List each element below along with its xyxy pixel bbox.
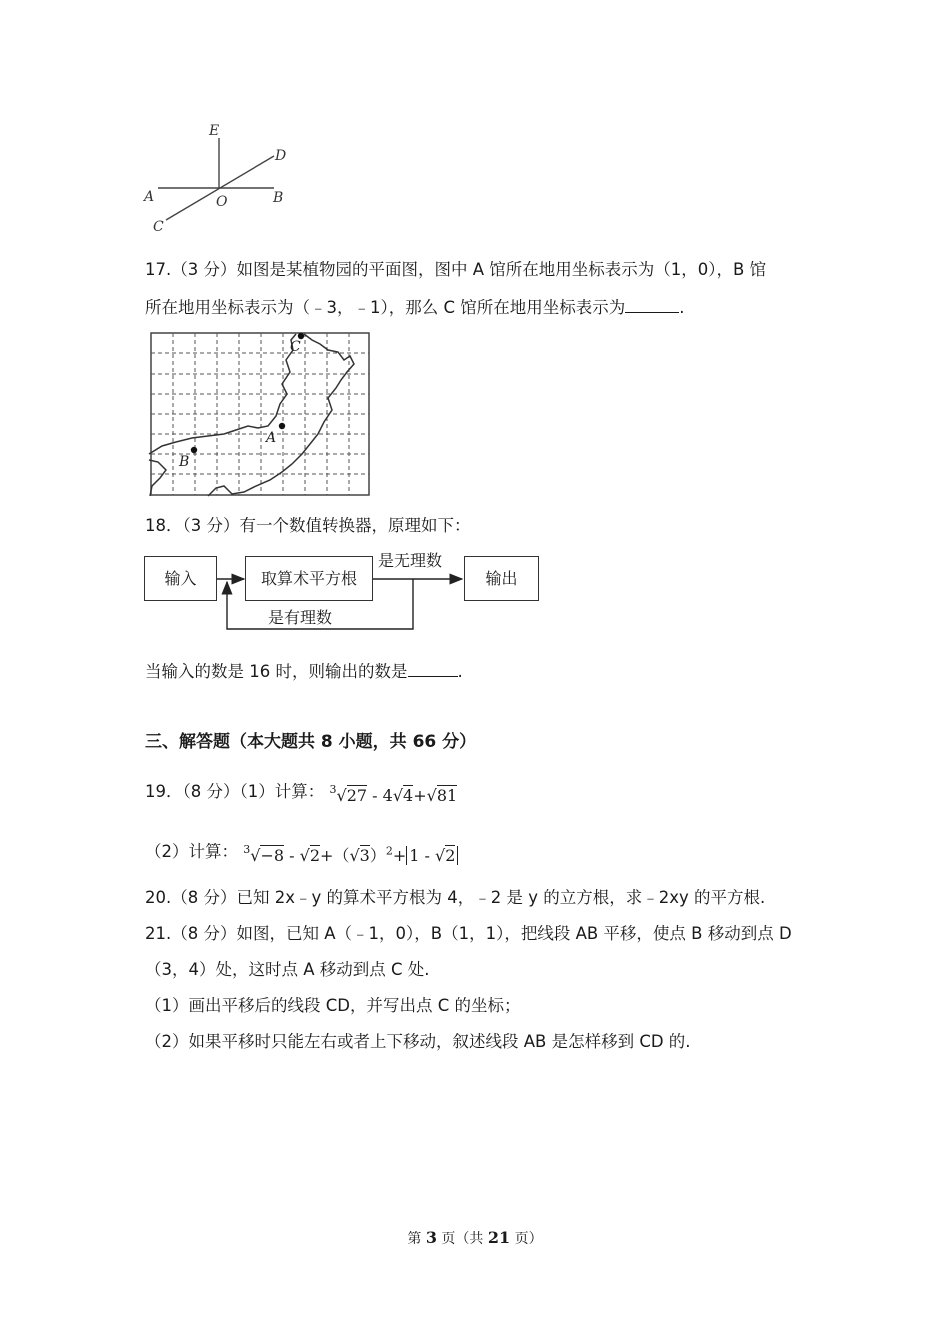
absolute-value [406,846,458,865]
q19-part2 [145,838,458,868]
q21-line2: （3，4）处，这时点 A 移动到点 C 处. [145,960,430,979]
map-label-b: B [179,454,190,470]
map-boundary [149,334,354,496]
radical-sign-icon: √ [250,846,261,865]
q19-part2-expression [243,838,458,868]
footer-post: 页） [510,1231,543,1247]
q17-line2-text: 所在地用坐标表示为（﹣3，﹣1），那么 C 馆所在地用坐标表示为 [145,298,626,317]
label-e: E [209,123,220,139]
radicand-3: 3 [359,846,370,865]
q19-part1-prefix: 19．（8 分）（1）计算： [145,782,325,801]
q19-part2-prefix: （2）计算： [145,842,238,861]
radicand-4: 4 [403,786,414,805]
rational-label: 是有理数 [268,608,333,627]
input-box [144,556,217,601]
minus-four: - 4 [367,786,393,805]
section-heading: 三、解答题（本大题共 8 小题，共 66 分） [145,732,477,752]
label-b: B [273,190,284,206]
q18-line1: 18．（3 分）有一个数值转换器，原理如下： [145,516,471,535]
label-a: A [144,189,155,205]
botanical-garden-map [144,330,372,498]
q21-line4: （2）如果平移时只能左右或者上下移动，叙述线段 AB 是怎样移到 CD 的. [145,1032,691,1051]
minus-sign: - [284,846,300,865]
input-box-label: 输入 [164,568,197,588]
plus-sign: + [413,786,427,805]
map-grid [151,333,369,495]
q21-line3: （1）画出平移后的线段 CD，并写出点 C 的坐标； [145,996,521,1015]
radical-sign-icon: √ [392,786,404,805]
radical-sign-icon: √ [349,846,360,865]
abs-prefix: 1 - [409,846,436,865]
footer-mid: 页（共 [436,1231,488,1247]
cube-root-index: 3 [243,843,251,856]
answer-blank [625,312,679,313]
process-box-label: 取算术平方根 [260,568,357,588]
q19-part1 [145,778,457,808]
radical-sign-icon: √ [426,786,437,805]
map-label-c: C [290,339,301,355]
q18-question [145,660,463,684]
process-box [245,556,373,601]
radicand-81: 81 [436,786,458,805]
flowchart [144,548,544,632]
angle-figure [140,118,300,238]
radical-sign-icon: √ [435,846,446,865]
footer-total-pages: 21 [487,1228,511,1247]
exponent-2: 2 [385,844,393,858]
cube-root-index: 3 [329,783,337,796]
answer-blank [408,676,458,677]
label-d: D [275,148,287,164]
radicand-2b: 2 [445,846,456,865]
radicand-27: 27 [346,786,368,805]
label-c: C [153,219,164,235]
radicand-neg8: −8 [260,846,285,865]
q19-part1-expression [330,778,458,808]
q17-period: . [679,298,685,317]
footer-pre: 第 [407,1231,426,1247]
radicand-2: 2 [309,846,321,865]
output-box-label: 输出 [485,568,518,588]
page-footer [0,1228,950,1248]
footer-page-number: 3 [425,1228,437,1247]
q18-question-text: 当输入的数是 16 时，则输出的数是 [145,662,408,681]
q20-text: 20.（8 分）已知 2x﹣y 的算术平方根为 4，﹣2 是 y 的立方根，求﹣2xy 的平方根. [145,888,766,907]
radical-sign-icon: √ [299,846,310,865]
q21-line1: 21.（8 分）如图，已知 A（﹣1，0），B（1，1），把线段 AB 平移，使点 B 移动到点 D [145,924,792,943]
close-paren: ） [369,846,386,865]
q17-line1: 17.（3 分）如图是某植物园的平面图，图中 A 馆所在地用坐标表示为（1，0），B 馆 [145,260,767,279]
output-box [464,556,539,601]
map-label-a: A [266,430,277,446]
plus-sign: + [392,846,407,865]
q18-period: . [457,662,463,681]
q17-line2 [145,296,685,320]
point-b [191,447,197,453]
irrational-label: 是无理数 [378,551,443,570]
radical-sign-icon: √ [336,786,347,805]
plus-open-paren: +（ [320,846,350,865]
label-o: O [216,194,228,210]
point-a [279,423,285,429]
